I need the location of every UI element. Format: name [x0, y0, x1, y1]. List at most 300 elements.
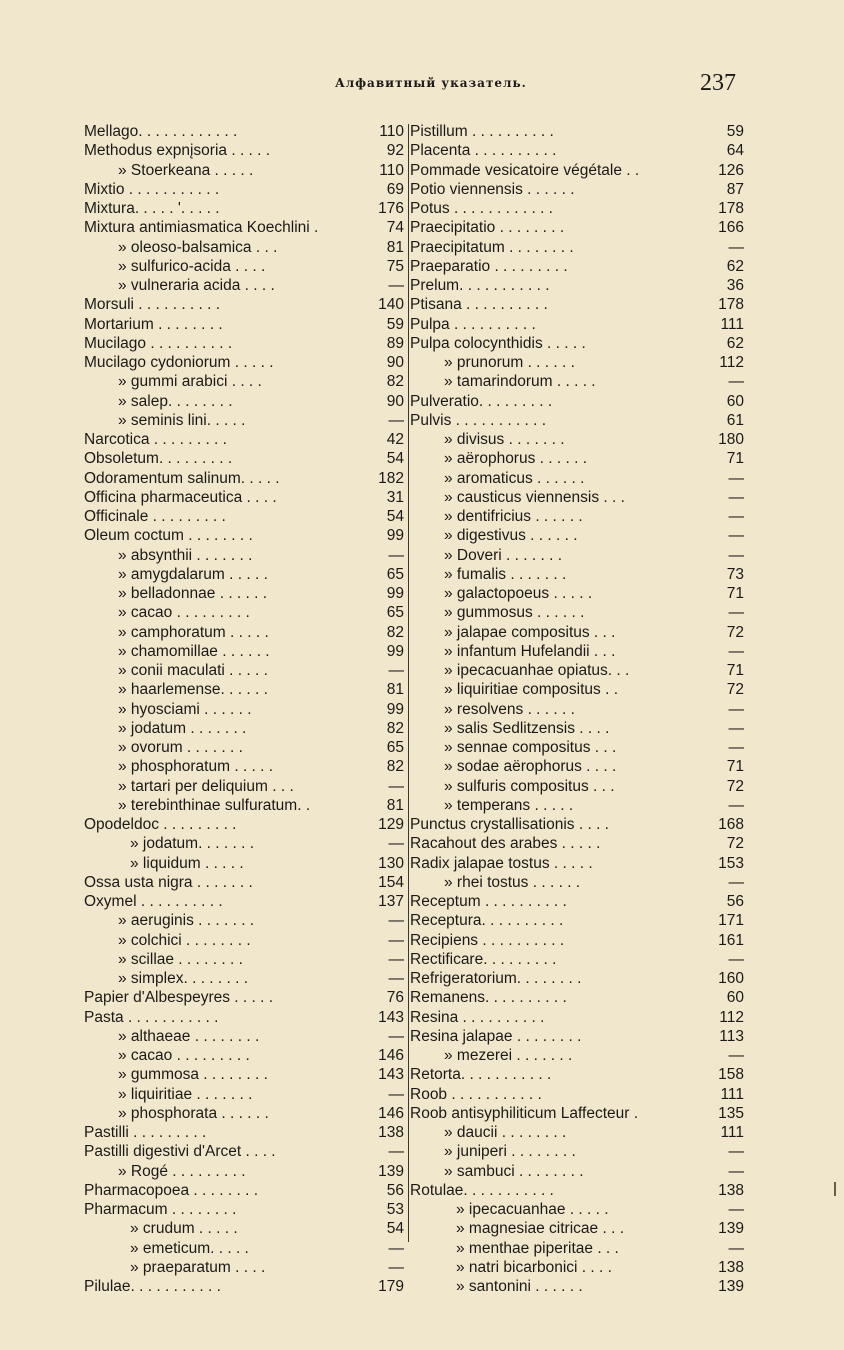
index-entry-page: 71: [726, 585, 744, 602]
index-entry-label: » daucii . . . . . . . .: [444, 1124, 567, 1141]
index-entry: [84, 257, 406, 276]
index-entry-page: 56: [386, 1181, 404, 1199]
index-entry-page: 182: [378, 469, 404, 487]
index-entry: [410, 1239, 744, 1258]
index-entry: [84, 757, 406, 776]
index-entry: [410, 834, 744, 853]
index-entry: [410, 1258, 744, 1277]
index-entry-page: 60: [726, 392, 744, 410]
index-entry-label: Placenta . . . . . . . . . .: [410, 142, 557, 160]
index-entry-label: » causticus viennensis . . .: [444, 488, 625, 506]
index-entry-label: Praecipitatum . . . . . . . .: [410, 238, 574, 256]
index-entry: [410, 1027, 744, 1046]
index-entry-label: » hyosciami . . . . . .: [118, 700, 252, 718]
index-entry-page: 137: [378, 893, 404, 910]
index-entry-page: —: [388, 662, 404, 679]
index-entry-label: Recipiens . . . . . . . . . .: [410, 931, 565, 949]
index-entry: [410, 603, 744, 622]
index-entry: [84, 141, 406, 160]
index-entry-label: » digestivus . . . . . .: [444, 527, 578, 545]
index-entry: [84, 815, 406, 834]
index-entry-label: » divisus . . . . . . .: [444, 431, 565, 448]
index-entry-label: » salis Sedlitzensis . . . .: [444, 719, 610, 737]
index-entry-page: —: [728, 1239, 744, 1257]
index-entry: [410, 180, 744, 199]
index-entry-label: Mortarium . . . . . . . .: [84, 315, 223, 333]
index-entry-page: 71: [726, 450, 744, 468]
index-entry-label: » colchici . . . . . . . .: [118, 931, 251, 949]
index-entry: [84, 1104, 406, 1123]
index-entry-page: —: [728, 873, 744, 891]
index-entry-page: —: [728, 739, 744, 756]
index-entry-page: 99: [386, 642, 404, 660]
index-entry: [84, 623, 406, 642]
index-entry: [410, 661, 744, 680]
index-entry-label: » infantum Hufelandii . . .: [444, 642, 616, 660]
index-entry-label: » gummosus . . . . . .: [444, 604, 585, 622]
index-entry-page: 139: [378, 1162, 404, 1180]
index-entry-page: 146: [378, 1104, 404, 1122]
index-entry-label: » ovorum . . . . . . .: [118, 739, 243, 756]
index-entry: [84, 1181, 406, 1200]
index-entry-label: Radix jalapae tostus . . . . .: [410, 854, 593, 872]
index-entry: [410, 873, 744, 892]
index-entry-label: » rhei tostus . . . . . .: [444, 873, 581, 891]
index-entry-label: Pistillum . . . . . . . . . .: [410, 123, 554, 140]
index-entry-page: 161: [718, 931, 744, 949]
index-entry-page: 72: [726, 623, 744, 641]
index-entry-page: 140: [378, 296, 404, 314]
index-entry-label: Narcotica . . . . . . . . .: [84, 431, 227, 448]
index-entry-label: Refrigeratorium. . . . . . . .: [410, 970, 582, 987]
index-entry: [84, 1277, 406, 1296]
index-entry-label: Obsoletum. . . . . . . . .: [84, 450, 233, 468]
index-entry-label: » althaeae . . . . . . . .: [118, 1027, 260, 1045]
index-entry-label: » magnesiae citricae . . .: [456, 1220, 624, 1238]
index-entry-page: 111: [720, 1085, 744, 1103]
index-entry-page: 113: [719, 1027, 744, 1045]
index-entry-page: —: [728, 700, 744, 718]
index-entry: [410, 218, 744, 237]
index-entry-page: —: [728, 373, 744, 391]
index-entry-page: —: [728, 719, 744, 737]
index-entry-page: 59: [386, 315, 404, 333]
index-entry-page: —: [728, 642, 744, 660]
index-entry: [84, 488, 406, 507]
index-entry: [84, 661, 406, 680]
index-entry: [84, 1085, 406, 1104]
index-entry: [410, 1104, 744, 1123]
index-entry: [410, 257, 744, 276]
index-entry-page: —: [388, 277, 404, 294]
index-entry: [84, 700, 406, 719]
index-entry-page: 180: [718, 431, 744, 448]
index-entry: [410, 623, 744, 642]
index-entry-page: 110: [379, 123, 404, 140]
index-entry-page: 81: [386, 796, 404, 814]
index-entry-page: 54: [386, 508, 404, 525]
index-entry-page: 31: [386, 488, 404, 506]
index-entry-page: 71: [726, 662, 744, 679]
index-entry: [84, 1162, 406, 1181]
index-entry-label: Mellago. . . . . . . . . . . .: [84, 123, 238, 140]
index-entry: [84, 1065, 406, 1084]
index-entry: [410, 315, 744, 334]
index-entry-label: Racahout des arabes . . . . .: [410, 835, 601, 853]
index-entry-page: —: [728, 488, 744, 506]
index-entry-label: » prunorum . . . . . .: [444, 354, 575, 371]
index-entry-label: » sennae compositus . . .: [444, 739, 617, 756]
index-entry-label: Potus . . . . . . . . . . . .: [410, 200, 553, 217]
index-entry-label: » tartari per deliquium . . .: [118, 777, 294, 795]
index-entry-page: 60: [726, 989, 744, 1007]
index-entry-label: Roob antisyphiliticum Laffecteur .: [410, 1104, 639, 1122]
index-entry-label: Pharmacopoea . . . . . . . .: [84, 1181, 259, 1199]
index-entry-page: —: [388, 546, 404, 564]
index-entry-label: » seminis lini. . . . .: [118, 411, 246, 429]
index-entry: [84, 950, 406, 969]
index-entry: [84, 911, 406, 930]
index-entry: [410, 815, 744, 834]
index-entry-page: 139: [718, 1220, 744, 1238]
index-entry-label: Receptum . . . . . . . . . .: [410, 893, 567, 910]
index-entry: [410, 449, 744, 468]
index-entry: [410, 892, 744, 911]
index-entry: [84, 931, 406, 950]
index-entry: [410, 969, 744, 988]
index-entry: [410, 757, 744, 776]
index-entry-label: » gummosa . . . . . . . .: [118, 1066, 268, 1084]
index-entry: [410, 1162, 744, 1181]
index-entry: [84, 777, 406, 796]
index-entry-label: » sodae aërophorus . . . .: [444, 758, 617, 776]
index-entry-page: —: [388, 1085, 404, 1103]
index-entry-page: 138: [718, 1258, 744, 1276]
index-entry: [410, 777, 744, 796]
index-entry-page: 112: [719, 354, 744, 371]
index-entry-label: Morsuli . . . . . . . . . .: [84, 296, 221, 314]
index-entry-label: » temperans . . . . .: [444, 796, 574, 814]
index-entry: [84, 565, 406, 584]
index-entry-label: » ipecacuanhae . . . . .: [456, 1201, 609, 1218]
index-entry-label: Pulpa . . . . . . . . . .: [410, 315, 536, 333]
index-entry-label: Mixtio . . . . . . . . . . .: [84, 180, 220, 198]
index-entry: [84, 873, 406, 892]
index-entry-page: 126: [718, 161, 744, 179]
index-entry-label: Punctus crystallisationis . . . .: [410, 816, 609, 833]
index-entry: [84, 295, 406, 314]
index-entry: [84, 315, 406, 334]
index-entry-label: » gummi arabici . . . .: [118, 373, 262, 391]
index-entry: [410, 469, 744, 488]
index-entry-page: —: [728, 950, 744, 968]
index-entry-label: » aromaticus . . . . . .: [444, 469, 585, 487]
index-entry: [84, 430, 406, 449]
index-entry-page: 154: [378, 873, 404, 891]
index-entry-label: Pasta . . . . . . . . . . .: [84, 1008, 219, 1026]
index-entry-label: Rectificare. . . . . . . . .: [410, 950, 557, 968]
index-entry-label: Mixtura. . . . . '. . . . .: [84, 200, 220, 217]
index-entry: [84, 507, 406, 526]
index-entry: [84, 642, 406, 661]
index-entry-label: » phosphoratum . . . . .: [118, 758, 274, 776]
index-entry-label: » crudum . . . . .: [130, 1220, 238, 1238]
index-entry: [410, 238, 744, 257]
index-entry-page: 139: [718, 1278, 744, 1295]
index-entry-label: » absynthii . . . . . . .: [118, 546, 253, 564]
index-entry-page: —: [728, 1143, 744, 1161]
index-entry-page: —: [388, 777, 404, 795]
index-entry: [84, 1142, 406, 1161]
index-entry-label: » Stoerkeana . . . . .: [118, 161, 254, 179]
index-entry: [84, 372, 406, 391]
index-entry: [84, 1008, 406, 1027]
index-entry-page: 61: [726, 411, 744, 429]
index-entry-page: 168: [718, 816, 744, 833]
index-entry: [410, 584, 744, 603]
index-entry: [84, 988, 406, 1007]
index-entry-label: » liquiritiae compositus . .: [444, 681, 619, 699]
index-entry-label: » dentifricius . . . . . .: [444, 508, 583, 525]
index-entry-page: 53: [386, 1201, 404, 1218]
index-entry-label: Retorta. . . . . . . . . . .: [410, 1066, 552, 1084]
index-entry-page: —: [388, 835, 404, 853]
index-entry-label: » galactopoeus . . . . .: [444, 585, 593, 602]
index-entry-page: 59: [726, 123, 744, 140]
index-entry-label: Pharmacum . . . . . . . .: [84, 1201, 237, 1218]
index-entry-page: 36: [726, 277, 744, 294]
column-divider: [408, 124, 409, 1242]
index-entry-label: » emeticum. . . . .: [130, 1239, 249, 1257]
index-entry: [84, 180, 406, 199]
index-entry-page: —: [728, 508, 744, 525]
index-entry: [410, 1085, 744, 1104]
index-entry-page: 54: [386, 450, 404, 468]
index-entry-page: 110: [379, 161, 404, 179]
index-entry-label: Pulveratio. . . . . . . . .: [410, 392, 553, 410]
index-entry-label: Resina . . . . . . . . . .: [410, 1008, 545, 1026]
index-entry-label: » belladonnae . . . . . .: [118, 585, 268, 602]
index-entry: [410, 295, 744, 314]
page-number: 237: [700, 70, 736, 96]
index-entry: [84, 218, 406, 237]
index-entry-page: —: [388, 912, 404, 930]
index-entry-page: 135: [718, 1104, 744, 1122]
index-entry: [410, 161, 744, 180]
index-entry-label: » fumalis . . . . . . .: [444, 565, 567, 583]
index-entry: [410, 507, 744, 526]
index-entry: [84, 1046, 406, 1065]
index-entry-page: —: [728, 604, 744, 622]
index-entry-label: » scillae . . . . . . . .: [118, 950, 243, 968]
index-entry-label: » phosphorata . . . . . .: [118, 1104, 269, 1122]
index-entry: [410, 988, 744, 1007]
index-entry: [410, 642, 744, 661]
index-entry: [84, 738, 406, 757]
index-entry: [84, 238, 406, 257]
index-entry: [84, 584, 406, 603]
index-entry-label: Rotulae. . . . . . . . . . .: [410, 1181, 554, 1199]
index-entry-label: » juniperi . . . . . . . .: [444, 1143, 576, 1161]
index-entry: [84, 1239, 406, 1258]
index-entry-page: 71: [726, 758, 744, 776]
index-entry-page: 143: [378, 1066, 404, 1084]
index-entry-page: 42: [386, 431, 404, 448]
index-entry-page: 112: [719, 1008, 744, 1026]
index-entry-page: 76: [386, 989, 404, 1007]
index-entry: [84, 199, 406, 218]
index-entry-label: Praeparatio . . . . . . . . .: [410, 257, 568, 275]
index-entry: [84, 353, 406, 372]
index-entry-page: —: [728, 1162, 744, 1180]
index-entry-label: » vulneraria acida . . . .: [118, 277, 275, 294]
index-entry: [410, 796, 744, 815]
index-entry-label: » Doveri . . . . . . .: [444, 546, 563, 564]
index-entry-page: 99: [386, 585, 404, 602]
index-entry: [410, 1065, 744, 1084]
index-entry-label: Odoramentum salinum. . . . .: [84, 469, 280, 487]
index-entry: [410, 854, 744, 873]
index-entry-page: 72: [726, 835, 744, 853]
index-entry-label: Pastilli digestivi d'Arcet . . . .: [84, 1143, 276, 1161]
index-entry: [84, 1219, 406, 1238]
index-column-left: [84, 122, 406, 1296]
index-entry: [410, 1008, 744, 1027]
index-entry-label: Prelum. . . . . . . . . . .: [410, 277, 550, 294]
index-entry-page: —: [388, 411, 404, 429]
index-entry-label: Pommade vesicatoire végétale . .: [410, 161, 640, 179]
index-entry: [410, 430, 744, 449]
index-entry-label: » jalapae compositus . . .: [444, 623, 616, 641]
index-entry: [84, 276, 406, 295]
index-entry-page: 146: [378, 1047, 404, 1064]
index-entry-label: » aeruginis . . . . . . .: [118, 912, 255, 930]
index-entry: [84, 449, 406, 468]
index-entry-page: —: [388, 950, 404, 968]
index-entry-page: 111: [720, 315, 744, 333]
index-entry-label: » simplex. . . . . . . .: [118, 970, 249, 987]
index-entry-page: 82: [386, 719, 404, 737]
index-entry-label: » sambuci . . . . . . . .: [444, 1162, 584, 1180]
index-entry-label: » sulfurico-acida . . . .: [118, 257, 266, 275]
index-entry-page: —: [388, 931, 404, 949]
index-entry: [84, 834, 406, 853]
index-entry-page: 92: [386, 142, 404, 160]
index-entry-label: Opodeldoc . . . . . . . . .: [84, 816, 237, 833]
index-entry: [410, 565, 744, 584]
index-entry-label: » cacao . . . . . . . . .: [118, 1047, 250, 1064]
index-entry: [84, 469, 406, 488]
index-entry-page: —: [728, 1047, 744, 1064]
index-entry-page: —: [388, 970, 404, 987]
index-entry-page: 130: [378, 854, 404, 872]
index-entry: [84, 1027, 406, 1046]
index-entry-page: 81: [386, 238, 404, 256]
index-entry-page: 99: [386, 527, 404, 545]
index-entry-page: 62: [726, 334, 744, 352]
index-entry-label: » mezerei . . . . . . .: [444, 1047, 573, 1064]
index-entry-page: 158: [718, 1066, 744, 1084]
index-entry-label: Roob . . . . . . . . . . .: [410, 1085, 542, 1103]
index-entry: [84, 796, 406, 815]
index-entry-label: Mixtura antimiasmatica Koechlini .: [84, 219, 319, 237]
index-entry-page: 81: [386, 681, 404, 699]
index-entry: [84, 1123, 406, 1142]
index-entry-page: 178: [718, 296, 744, 314]
index-entry-label: » conii maculati . . . . .: [118, 662, 268, 679]
index-entry: [410, 931, 744, 950]
index-entry: [84, 334, 406, 353]
index-entry: [84, 680, 406, 699]
index-entry: [410, 950, 744, 969]
index-entry: [410, 1142, 744, 1161]
index-entry: [410, 526, 744, 545]
index-entry-page: 87: [726, 180, 744, 198]
index-entry-label: Pilulae. . . . . . . . . . .: [84, 1278, 221, 1295]
index-entry: [84, 892, 406, 911]
index-entry: [84, 969, 406, 988]
index-entry-label: » Rogé . . . . . . . . .: [118, 1162, 246, 1180]
index-entry-page: 153: [718, 854, 744, 872]
index-entry-page: 90: [386, 392, 404, 410]
index-entry-label: » haarlemense. . . . . .: [118, 681, 268, 699]
index-entry-label: » liquidum . . . . .: [130, 854, 244, 872]
index-entry-page: —: [388, 1258, 404, 1276]
index-entry: [84, 603, 406, 622]
index-entry-page: 64: [726, 142, 744, 160]
index-entry: [410, 199, 744, 218]
index-entry-page: —: [728, 546, 744, 564]
index-entry: [410, 392, 744, 411]
index-entry-label: Officinale . . . . . . . . .: [84, 508, 226, 525]
index-column-right: [410, 122, 744, 1296]
index-entry-page: —: [388, 1239, 404, 1257]
index-entry: [410, 122, 744, 141]
index-entry: [410, 738, 744, 757]
running-header-title: Алфавитный указатель.: [335, 76, 527, 90]
index-entry-label: » ipecacuanhae opiatus. . .: [444, 662, 630, 679]
index-entry-page: 82: [386, 373, 404, 391]
index-entry: [410, 334, 744, 353]
index-entry-page: —: [728, 1201, 744, 1218]
index-entry-label: » salep. . . . . . . .: [118, 392, 233, 410]
index-entry-page: —: [728, 796, 744, 814]
index-entry-label: Papier d'Albespeyres . . . . .: [84, 989, 274, 1007]
index-entry-page: 73: [726, 565, 744, 583]
index-entry-label: Ossa usta nigra . . . . . . .: [84, 873, 253, 891]
index-entry-page: —: [728, 527, 744, 545]
index-entry-label: » amygdalarum . . . . .: [118, 565, 268, 583]
index-entry-label: Praecipitatio . . . . . . . .: [410, 219, 565, 237]
index-entry: [84, 411, 406, 430]
index-entry: [84, 854, 406, 873]
index-entry-label: » terebinthinae sulfuratum. .: [118, 796, 311, 814]
index-entry-label: Pulvis . . . . . . . . . . .: [410, 411, 547, 429]
index-entry: [84, 161, 406, 180]
index-entry: [84, 526, 406, 545]
index-entry-page: 178: [718, 200, 744, 217]
index-entry-label: Oleum coctum . . . . . . . .: [84, 527, 253, 545]
index-entry: [410, 719, 744, 738]
index-entry-page: 62: [726, 257, 744, 275]
index-entry-label: » jodatum . . . . . . .: [118, 719, 247, 737]
index-entry-page: 54: [386, 1220, 404, 1238]
index-entry-page: 56: [726, 893, 744, 910]
index-entry-page: 82: [386, 623, 404, 641]
index-entry: [410, 700, 744, 719]
index-entry-page: 89: [386, 334, 404, 352]
index-entry-page: 99: [386, 700, 404, 718]
